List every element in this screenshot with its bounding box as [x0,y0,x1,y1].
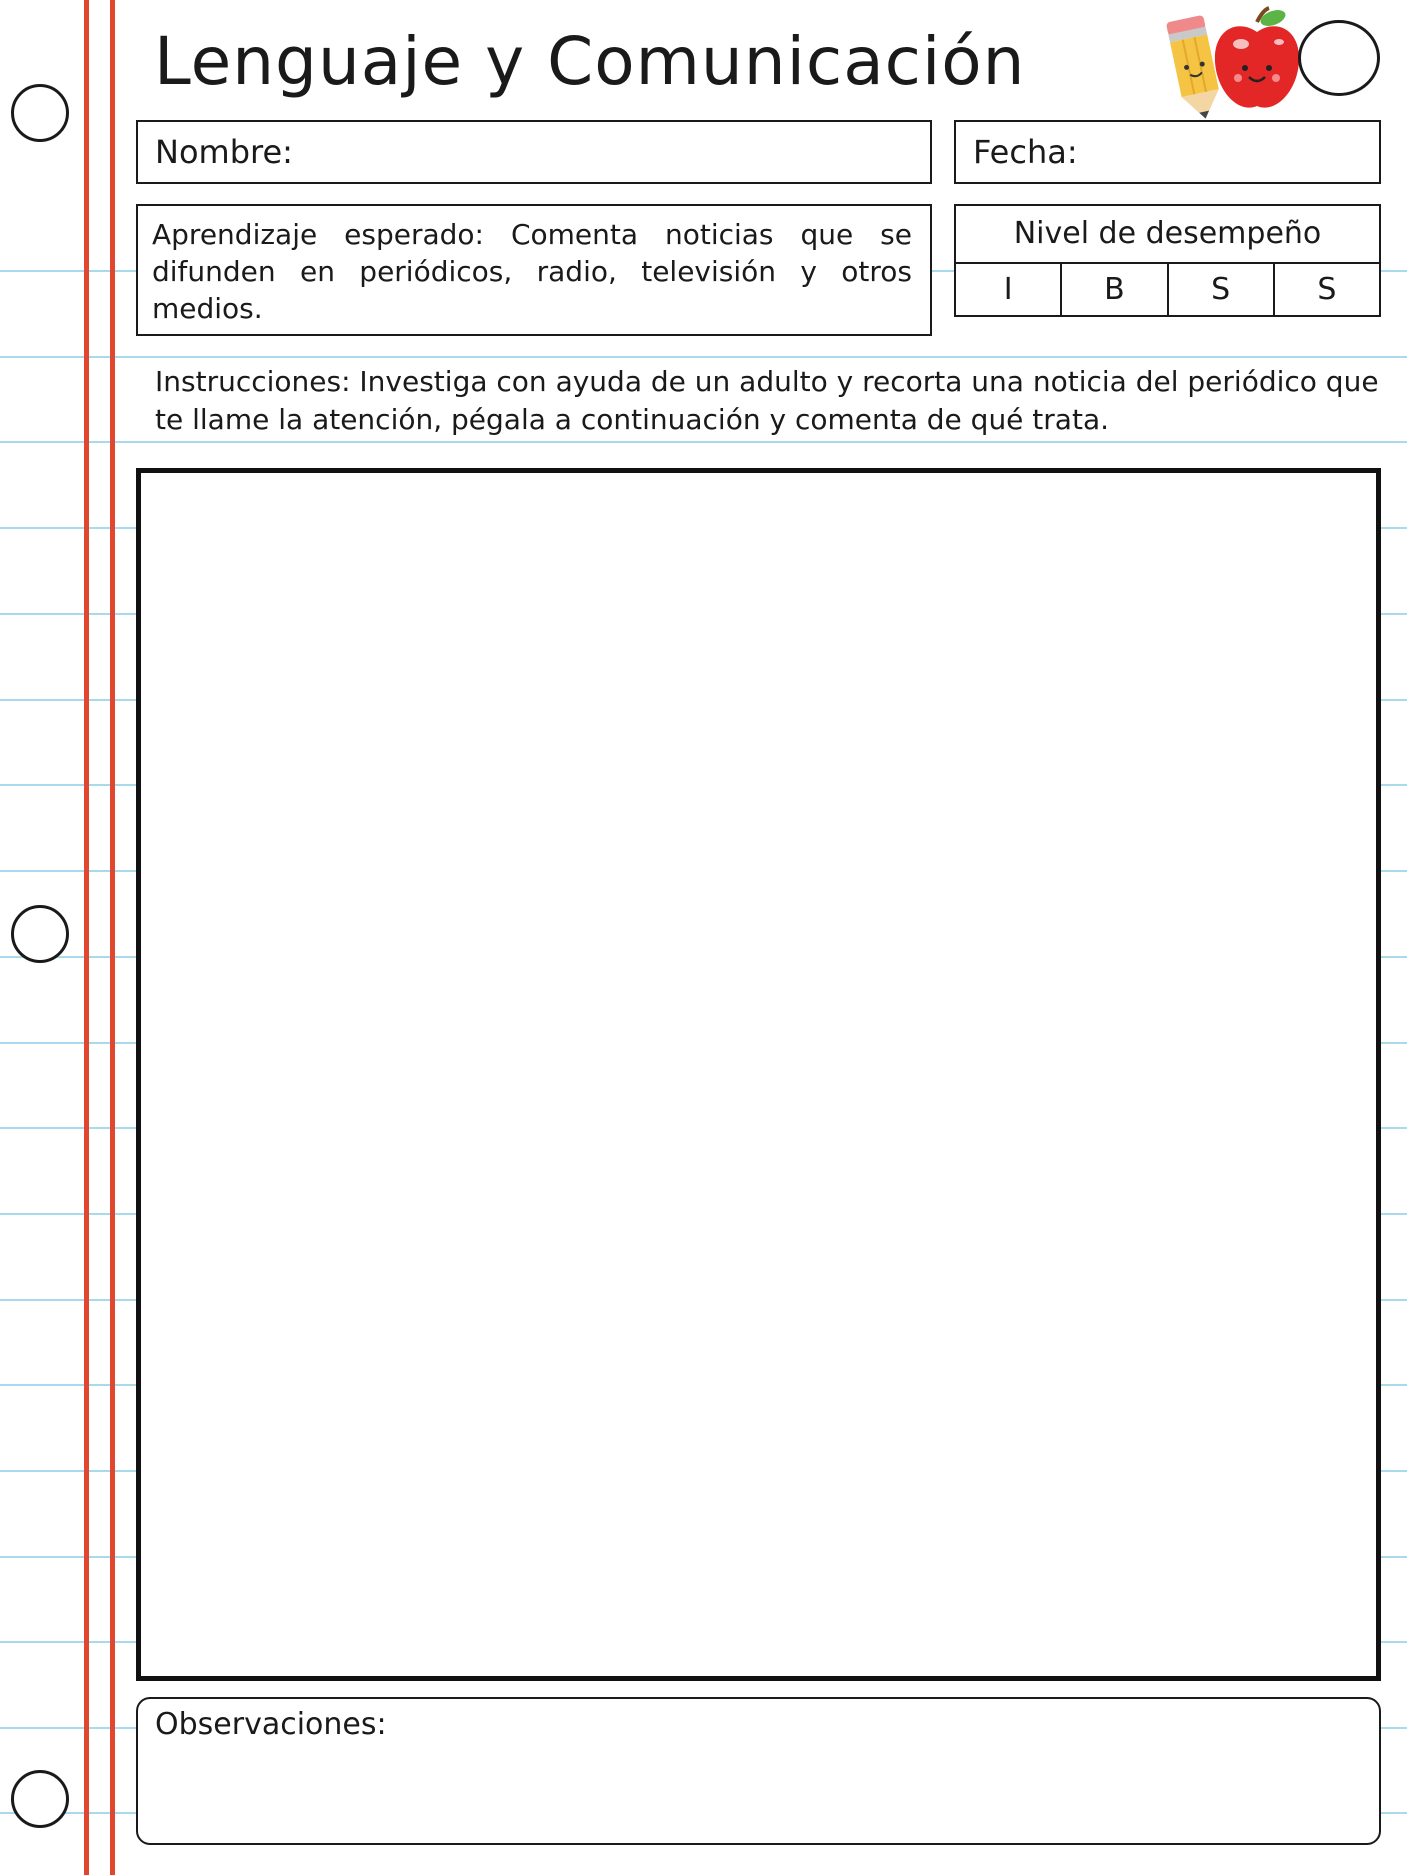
learning-text: Aprendizaje esperado: Comenta noticias que se difunden en periódicos, radio, televisión y otros medios. [152,218,912,325]
ruled-line [0,441,1407,443]
margin-line [84,0,89,1875]
binder-hole [11,1770,69,1828]
learning-box [136,204,932,336]
score-circle [1298,20,1380,96]
clipart-group [1155,4,1305,122]
performance-level[interactable]: I [956,262,1062,315]
performance-title: Nivel de desempeño [956,206,1379,264]
performance-levels [956,262,1379,315]
performance-level[interactable]: S [1317,272,1337,307]
pencil-icon [1166,15,1224,122]
apple-icon [1215,7,1299,108]
performance-level[interactable]: B [1062,262,1168,315]
margin-line [110,0,115,1875]
performance-level[interactable]: S [1169,262,1275,315]
observations-field[interactable] [136,1697,1381,1845]
page-title: Lenguaje y Comunicación [154,23,1026,100]
date-label: Fecha: [973,133,1078,171]
name-field[interactable] [136,120,932,184]
performance-table [954,204,1381,317]
binder-hole [11,84,69,142]
name-label: Nombre: [155,133,293,171]
paste-area [136,468,1381,1681]
observations-label: Observaciones: [155,1707,387,1742]
ruled-line [0,356,1407,358]
date-field[interactable] [954,120,1381,184]
instructions-text: Instrucciones: Investiga con ayuda de un adulto y recorta una noticia del periódico que te llame la atención, pégala a continuación y comenta de qué trata. [155,363,1385,439]
binder-hole [11,905,69,963]
